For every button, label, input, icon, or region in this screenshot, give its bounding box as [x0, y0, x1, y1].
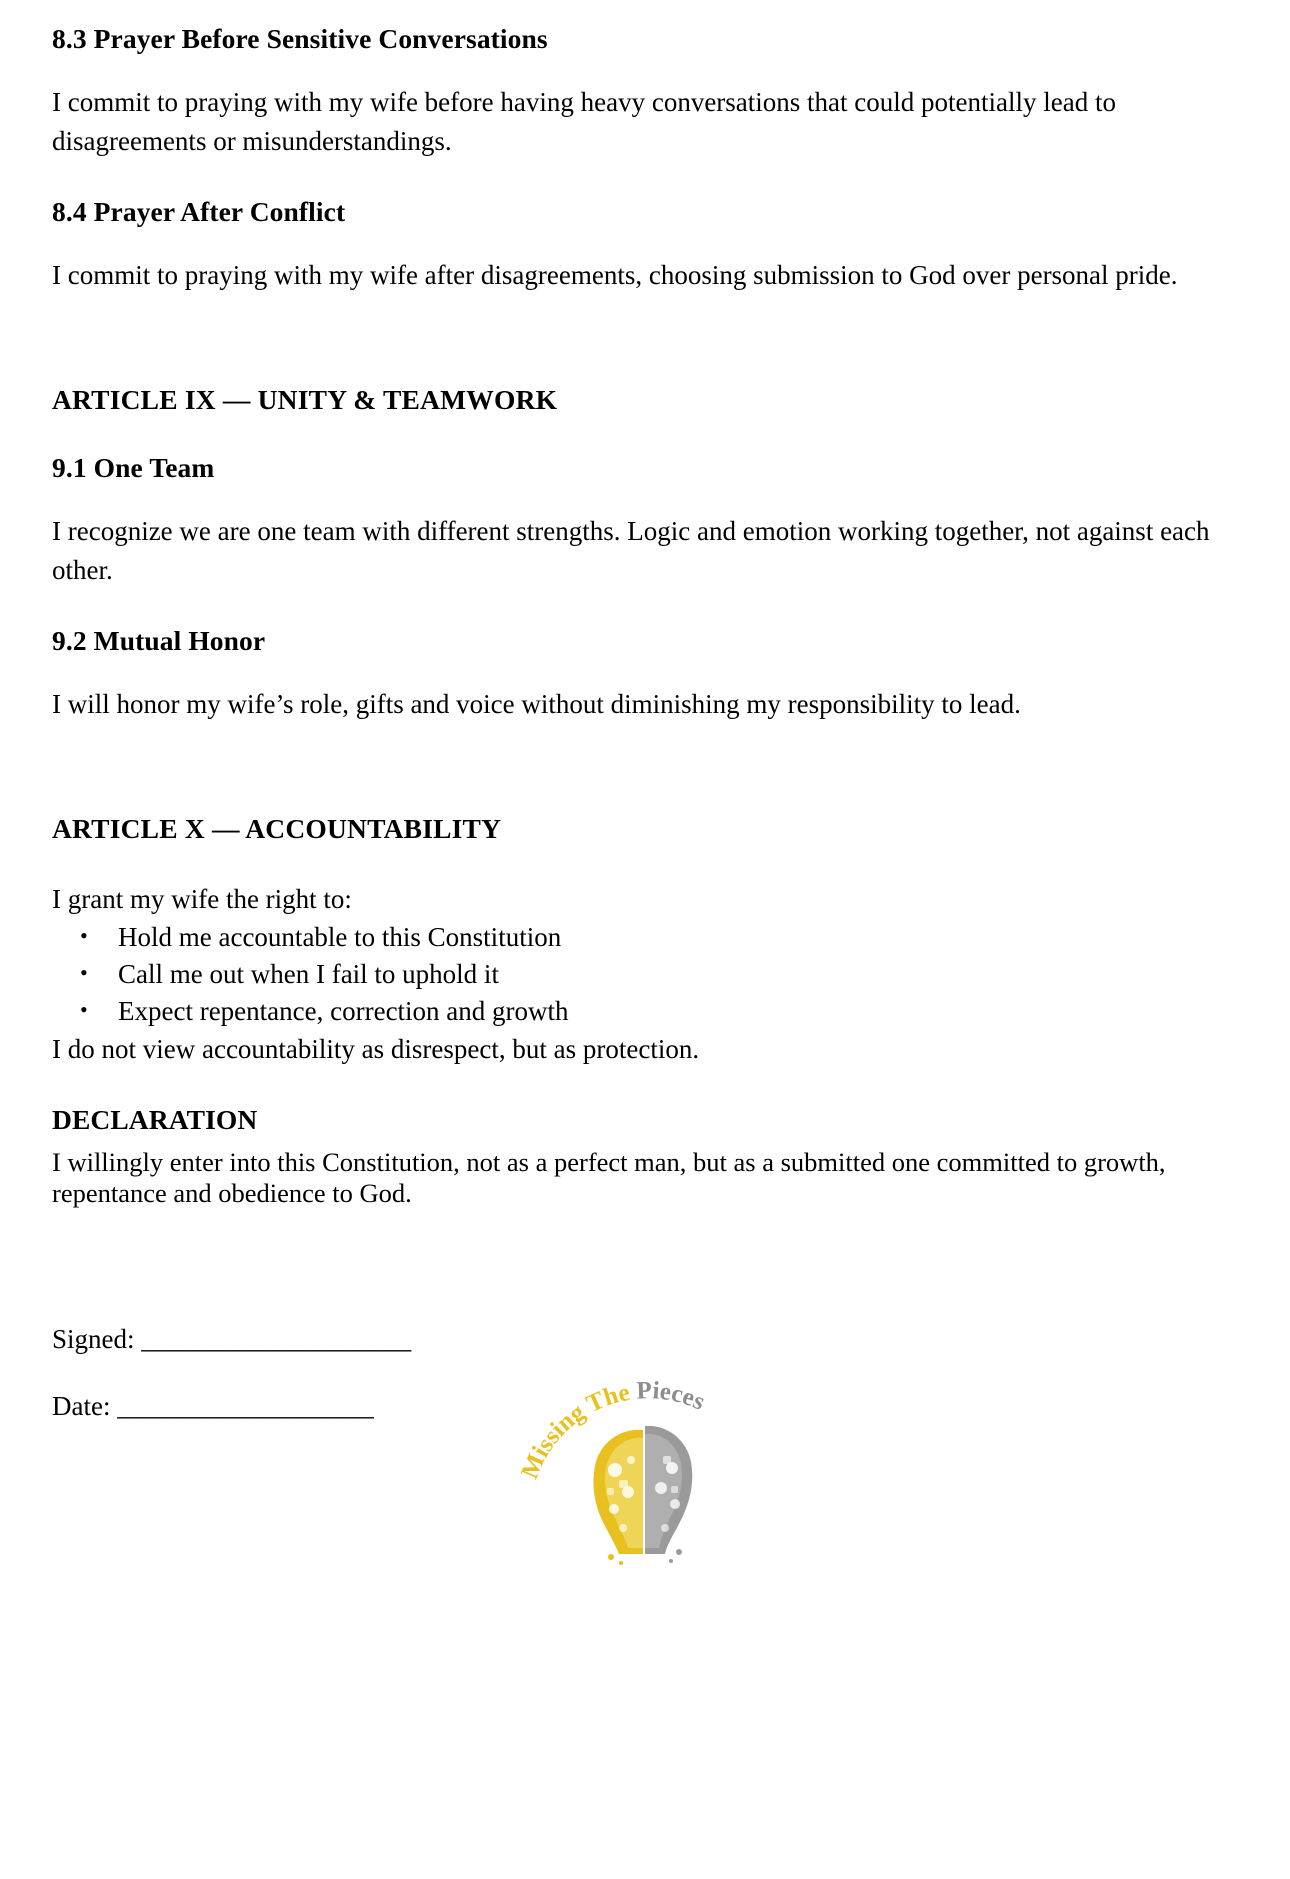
- rights-list: [52, 919, 1234, 1031]
- paragraph-9-2: I will honor my wife’s role, gifts and voice without diminishing my responsibility to lead.: [52, 688, 1021, 719]
- heading-9-1: 9.1 One Team: [52, 451, 215, 483]
- document-body: [52, 22, 1234, 1424]
- spacer: [52, 1209, 1234, 1297]
- bullet-icon: •: [80, 922, 88, 948]
- signed-line: Signed: ____________________: [52, 1323, 412, 1354]
- list-item-label: Hold me accountable to this Constitution: [118, 921, 562, 952]
- bullet-icon: •: [80, 997, 88, 1023]
- spacer: [52, 590, 1234, 624]
- spacer: [52, 846, 1234, 880]
- paragraph-article-x-intro: I grant my wife the right to:: [52, 883, 352, 914]
- list-item-label: Call me out when I fail to uphold it: [118, 958, 499, 989]
- bullet-icon: •: [80, 959, 88, 985]
- missing-the-pieces-logo: [515, 1352, 775, 1567]
- gray-head-silhouette: [645, 1426, 692, 1563]
- spacer: [52, 485, 1234, 512]
- heading-article-x: ARTICLE X — ACCOUNTABILITY: [52, 812, 502, 844]
- heading-8-3: 8.3 Prayer Before Sensitive Conversations: [52, 23, 548, 54]
- list-item: [52, 956, 1234, 993]
- gold-head-silhouette: [593, 1430, 643, 1565]
- list-item: [52, 993, 1234, 1030]
- spacer: [52, 724, 1234, 812]
- spacer: [52, 1297, 1234, 1322]
- logo-arc-text-gray: Pieces: [636, 1377, 709, 1416]
- list-item-label: Expect repentance, correction and growth: [118, 996, 569, 1027]
- heading-article-ix: ARTICLE IX — UNITY & TEAMWORK: [52, 383, 558, 415]
- spacer: [52, 417, 1234, 451]
- logo-arc-text-gold: Missing The: [516, 1378, 638, 1483]
- paragraph-8-3: I commit to praying with my wife before having heavy conversations that could potentially lead to disagreements or misunderstandings.: [52, 87, 1116, 156]
- spacer: [52, 229, 1234, 256]
- date-line: Date: ___________________: [52, 1390, 374, 1421]
- spacer: [52, 56, 1234, 83]
- heading-declaration: DECLARATION: [52, 1103, 258, 1135]
- spacer: [52, 1069, 1234, 1103]
- spacer: [52, 161, 1234, 195]
- paragraph-9-1: I recognize we are one team with different strengths. Logic and emotion working together, not against each other.: [52, 516, 1210, 585]
- spacer: [52, 295, 1234, 383]
- paragraph-article-x-closing: I do not view accountability as disrespect, but as protection.: [52, 1034, 700, 1065]
- heading-8-4: 8.4 Prayer After Conflict: [52, 195, 346, 227]
- spacer: [52, 1137, 1234, 1147]
- footer-logo: [0, 1352, 1290, 1572]
- spacer: [52, 658, 1234, 685]
- logo-graphic: [515, 1352, 775, 1567]
- paragraph-8-4: I commit to praying with my wife after disagreements, choosing submission to God over personal pride.: [52, 259, 1178, 290]
- list-item: [52, 919, 1234, 956]
- heading-9-2: 9.2 Mutual Honor: [52, 624, 266, 656]
- paragraph-declaration: I willingly enter into this Constitution, not as a perfect man, but as a submitted one committed to growth, repentance and obedience to God.: [52, 1147, 1166, 1208]
